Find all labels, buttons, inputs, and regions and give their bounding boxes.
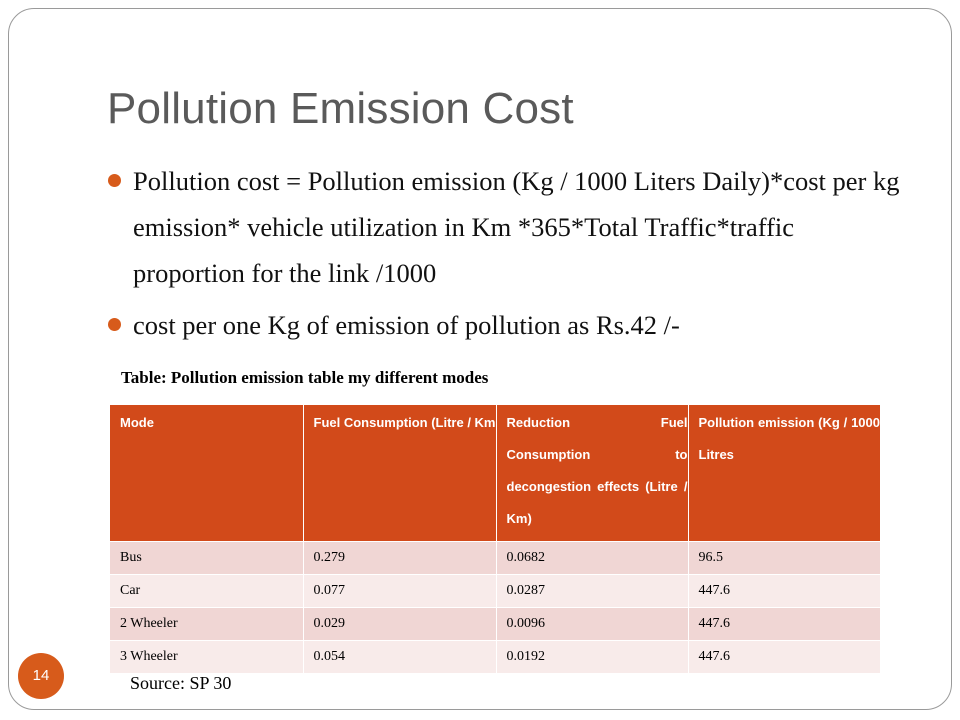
header-cell-reduction-fuel: Reduction Fuel Consumption to decongestion effects (Litre / Km)	[496, 405, 688, 541]
table-cell: 96.5	[688, 541, 880, 574]
table-cell: 0.054	[303, 640, 496, 673]
emission-table	[110, 405, 880, 673]
table-cell: 0.0287	[496, 574, 688, 607]
table-caption: Table: Pollution emission table my different modes	[121, 368, 489, 387]
bullet-text: cost per one Kg of emission of pollution as Rs.42 /-	[133, 310, 680, 340]
table-cell: Bus	[110, 541, 303, 574]
table-cell: Car	[110, 574, 303, 607]
slide-title: Pollution Emission Cost	[107, 84, 574, 133]
table-cell: 0.0096	[496, 607, 688, 640]
source-note: Source: SP 30	[130, 673, 232, 693]
table-cell: 447.6	[688, 607, 880, 640]
table-row	[110, 640, 880, 673]
table-cell: 0.029	[303, 607, 496, 640]
bullet-icon	[108, 174, 121, 187]
table-row	[110, 574, 880, 607]
table-row	[110, 607, 880, 640]
table-cell: 447.6	[688, 640, 880, 673]
table-header-row	[110, 405, 880, 541]
table-cell: 3 Wheeler	[110, 640, 303, 673]
bullet-icon	[108, 318, 121, 331]
table-cell: 2 Wheeler	[110, 607, 303, 640]
table-cell: 0.0682	[496, 541, 688, 574]
bullet-item	[108, 158, 908, 296]
table-cell: 447.6	[688, 574, 880, 607]
table-cell: 0.077	[303, 574, 496, 607]
header-cell-fuel-consumption: Fuel Consumption (Litre / Km	[303, 405, 496, 541]
bullet-list	[108, 158, 908, 354]
header-cell-mode: Mode	[110, 405, 303, 541]
table-row	[110, 541, 880, 574]
page-number-badge: 14	[18, 653, 64, 699]
bullet-item	[108, 302, 908, 348]
table-cell: 0.279	[303, 541, 496, 574]
bullet-text: Pollution cost = Pollution emission (Kg / 1000 Liters Daily)*cost per kg emission* vehicle utilization in Km *365*Total Traffic*traffic proportion for the link /1000	[133, 166, 900, 288]
header-cell-pollution-emission: Pollution emission (Kg / 1000 Litres	[688, 405, 880, 541]
table-cell: 0.0192	[496, 640, 688, 673]
